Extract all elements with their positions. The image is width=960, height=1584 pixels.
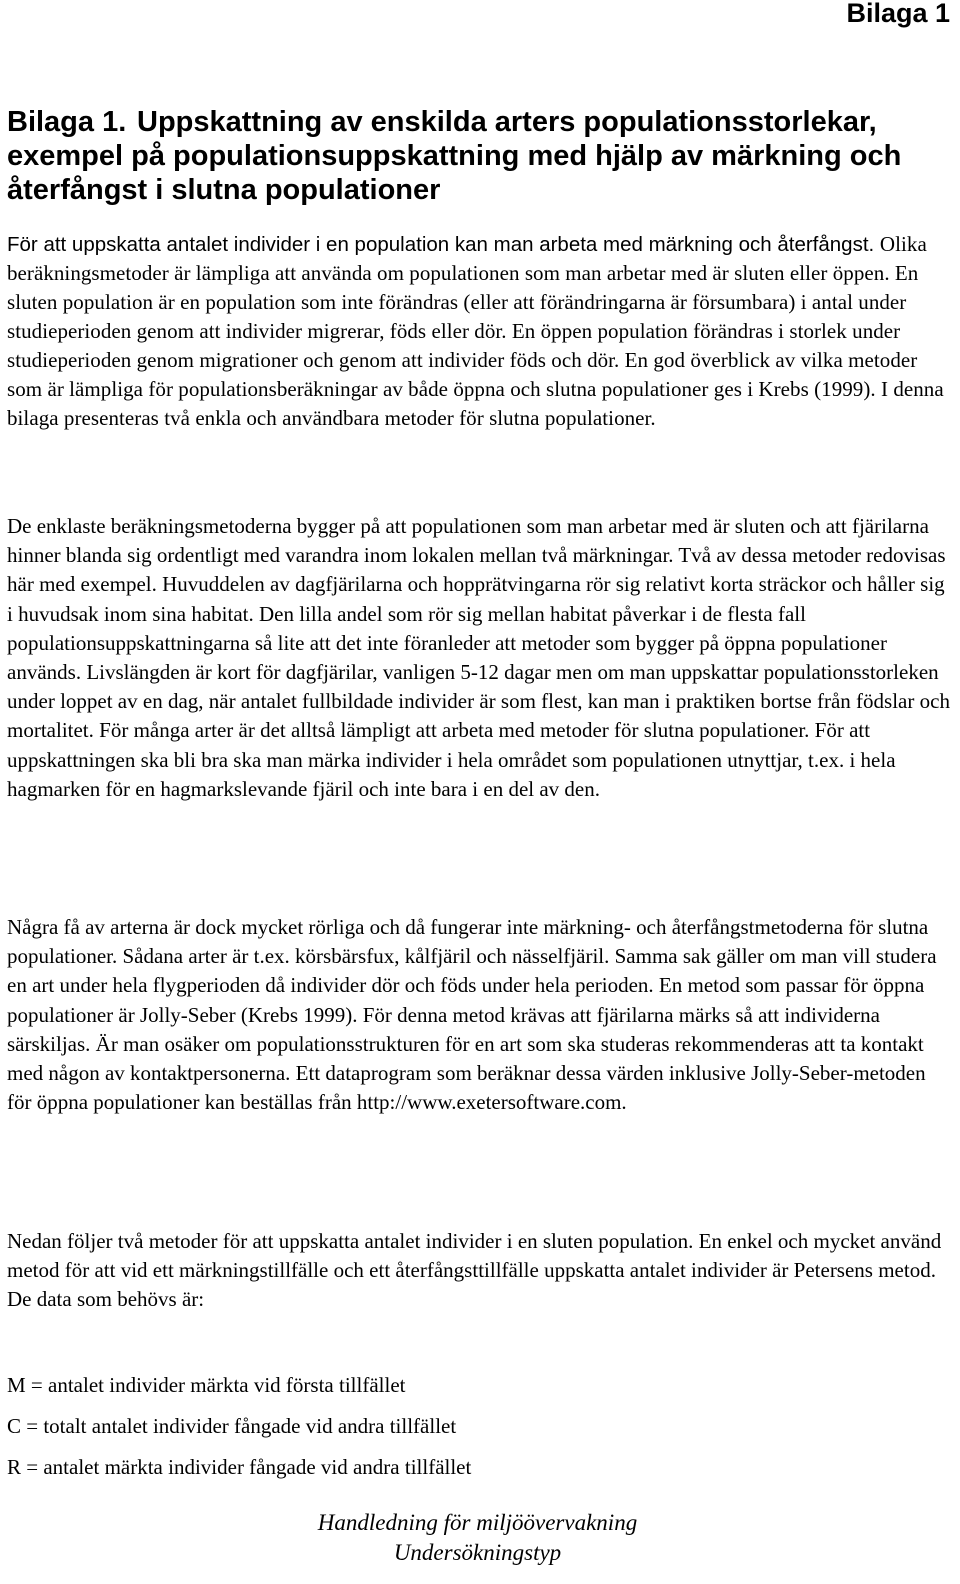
- footer-line-handbook: Handledning för miljöövervakning: [317, 1510, 638, 1535]
- page-header-label: Bilaga 1: [846, 0, 950, 28]
- paragraph-petersen-intro: Nedan följer två metoder för att uppskatta antalet individer i en sluten population. En enkel och mycket använd metod för att vid ett märkningstillfälle och ett återfångsttillfälle uppskatta antalet individer är Petersens metod. De data som behövs är:: [7, 1229, 942, 1312]
- definition-c: C = totalt antalet individer fångade vid andra tillfället: [7, 1414, 457, 1438]
- definition-r: R = antalet märkta individer fångade vid andra tillfället: [7, 1455, 472, 1479]
- appendix-number: Bilaga 1.: [7, 106, 127, 138]
- page-title: [7, 105, 952, 207]
- footer-line-type: Undersökningstyp: [393, 1540, 562, 1565]
- title-text: Uppskattning av enskilda arters populationsstorlekar, exempel på populationsuppskattning med hjälp av märkning och återfångst i slutna populationer: [7, 106, 902, 206]
- definition-m: M = antalet individer märkta vid första tillfället: [7, 1373, 406, 1397]
- paragraph-closed-methods: De enklaste beräkningsmetoderna bygger på att populationen som man arbetar med är sluten och att fjärilarna hinner blanda sig ordentligt med varandra inom lokalen mellan två märkningar. Två av dessa metoder redovisas här med exempel. Huvuddelen av dagfjärilarna och hopprätvingarna rör sig relativt korta sträckor och håller sig i huvudsak inom sina habitat. Den lilla andel som rör sig mellan habitat påverkar i de flesta fall populationsuppskattningarna så lite att det inte föranleder att metoder som bygger på öppna populationer används. Livslängden är kort för dagfjärilar, vanligen 5-12 dagar men om man uppskattar populationsstorleken under loppet av en dag, när antalet fullbildade individer är som flest, kan man i praktiken bortse från födslar och mortalitet. För många arter är det alltså lämpligt att arbeta med metoder för slutna populationer. För att uppskattningen ska bli bra ska man märka individer i hela området som populationen utnyttjar, t.ex. i hela hagmarken för en hagmarkslevande fjäril och inte bara i en del av den.: [7, 514, 950, 801]
- page-footer: [0, 1508, 955, 1568]
- paragraph-mobile-species: Några få av arterna är dock mycket rörliga och då fungerar inte märkning- och återfångstmetoderna för slutna populationer. Sådana arter är t.ex. körsbärsfux, kålfjäril och nässelfjäril. Samma sak gäller om man vill studera en art under hela flygperioden då individer dör och föds under hela perioden. En metod som passar för öppna populationer är Jolly-Seber (Krebs 1999). För denna metod krävas att fjärilarna märks så att individerna särskiljas. Är man osäker om populationsstrukturen för en art som ska studeras rekommenderas att ta kontakt med någon av kontaktpersonerna. Ett dataprogram som beräknar dessa värden inklusive Jolly-Seber-metoden för öppna populationer kan beställas från http://www.exetersoftware.com.: [7, 915, 937, 1115]
- intro-paragraph: [7, 230, 952, 433]
- intro-sans-text: För att uppskatta antalet individer i en population kan man arbeta med märkning och återfångst.: [7, 233, 875, 256]
- definition-list: [7, 1370, 952, 1493]
- intro-condensed-text: Olika beräkningsmetoder är lämpliga att använda om populationen som man arbetar med är sluten eller öppen. En sluten population är en population som inte förändras (eller att förändringarna är försumbara) i antal under studieperioden genom att individer migrerar, föds eller dör. En öppen population förändras i storlek under studieperioden genom migrationer och genom att individer föds och dör. En god överblick av vilka metoder som är lämpliga för populationsberäkningar av både öppna och slutna populationer ges i Krebs (1999). I denna bilaga presenteras två enkla och användbara metoder för slutna populationer.: [7, 232, 944, 430]
